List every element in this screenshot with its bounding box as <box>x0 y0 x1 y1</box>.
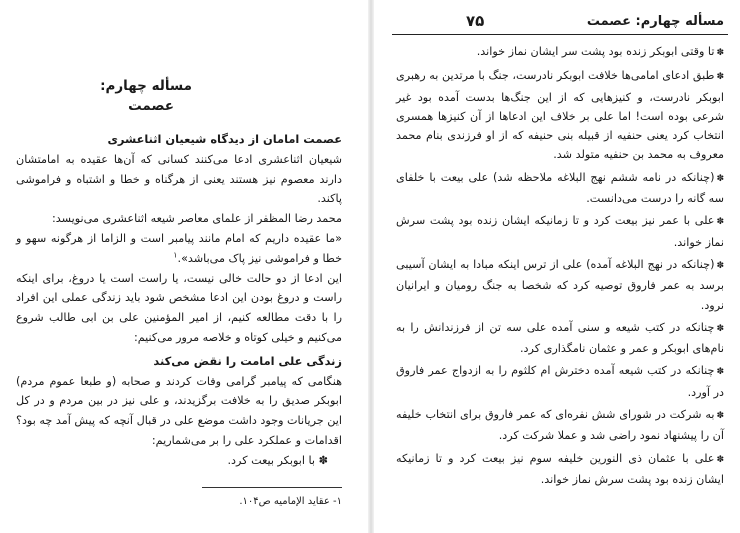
section-heading-ali-life: زندگی علی امامت را نقض می‌کند <box>153 353 342 368</box>
footnote: ۱- عقاید الإمامیه ص۱۰۴. <box>239 496 342 507</box>
paragraph: این ادعا از دو حالت خالی نیست، یا راست است یا دروغ، برای اینکه راست و دروغ بودن این ادعا مشخص شود باید زندگی عملی این افراد را با دقت مطالعه کنیم، از امیر المؤمنین علی بن ابی طالب شروع می‌کنیم و خیلی کوتاه و خلاصه مرور می‌کنیم: <box>16 271 342 344</box>
footnote-divider <box>202 487 342 488</box>
section-heading-imams-infallibility: عصمت امامان از دیدگاه شیعیان اثناعشری <box>107 132 342 146</box>
bullet-text: با ابوبکر بیعت کرد. <box>227 453 316 467</box>
bullet-icon: ✽ <box>716 260 724 271</box>
footnote-marker[interactable]: ۱ <box>173 250 178 260</box>
chapter-label: مسأله چهارم: <box>100 78 192 94</box>
left-page <box>12 0 352 533</box>
bullet-icon: ✽ <box>716 72 724 83</box>
bullet-paragraph: ✽تا وقتی ابوبکر زنده بود پشت سر ایشان نماز خواند. <box>476 45 724 58</box>
bullet-paragraph: ✽علی با عثمان ذی النورین خلیفه سوم نیز بیعت کرد و تا زمانیکه ایشان زنده بود پشت سرش نماز خواند. <box>396 451 724 486</box>
running-header <box>392 12 728 35</box>
paragraph: محمد رضا المظفر از علمای معاصر شیعه اثناعشری می‌نویسد: <box>52 212 342 226</box>
bullet-paragraph: ✽چنانکه در کتب شیعه آمده دخترش ام کلثوم را به ازدواج عمر فاروق در آورد. <box>396 364 724 399</box>
bullet-icon: ✽ <box>716 454 724 465</box>
bullet-icon: ✽ <box>716 48 724 58</box>
bullet-icon: ✽ <box>716 367 724 378</box>
quote-text: «ما عقیده داریم که امام مانند پیامبر است و الزاما از هرگونه سهو و خطا و فراموشی نیز پاک می‌باشد». <box>16 231 342 265</box>
bullet-paragraph: ✽علی با عمر نیز بیعت کرد و تا زمانیکه ایشان زنده بود پشت سرش نماز خواند. <box>396 214 724 249</box>
left-page-body <box>16 130 342 471</box>
bullet-paragraph <box>16 451 342 471</box>
bullet-icon: ✽ <box>716 323 724 334</box>
right-page-body <box>396 42 724 492</box>
paragraph: هنگامی که پیامبر گرامی وفات کردند و صحابه (و طبعا عموم مردم) ابوبکر صدیق را به خلافت برگزیدند، و علی نیز در بین مردم و در کل این جریانات وجود داشت موضع علی در قبال آنچه که پیش آمد چه بود؟ اقدامات و عملکرد علی را بر می‌شماریم: <box>16 374 342 447</box>
book-gutter <box>368 0 374 533</box>
paragraph: شیعیان اثناعشری ادعا می‌کنند کسانی که آن‌ها عقیده به امامتشان دارند معصوم نیز هستند یعنی از هرگناه و خطا و اشتباه و فراموشی پاکند. <box>16 152 342 206</box>
bullet-icon: ✽ <box>716 217 724 228</box>
bullet-paragraph: ✽طبق ادعای امامی‌ها خلافت ابوبکر نادرست، جنگ با مرتدین به رهبری ابوبکر نادرست، و کنیزهایی که از این جنگ‌ها بدست آمده بود غیر شرعی بوده است! اما علی بر خلاف این ادعاها از آن کنیزها همسری انتخاب کرد یعنی حنفیه از قبیله بنی حنیفه که از او فرزندی بنام محمد معروف به محمد بن حنفیه متولد شد. <box>396 69 724 162</box>
bullet-icon: ✽ <box>716 411 724 422</box>
bullet-paragraph: ✽(چنانکه در نهج البلاغه آمده) علی از ترس اینکه مبادا به ایشان آسیبی برسد به عمر فاروق توصیه کرد که شخصا به جنگ رومیان و ایرانیان نرود. <box>396 257 724 312</box>
bullet-paragraph: ✽به شرکت در شورای شش نفره‌ای که عمر فاروق برای انتخاب خلیفه آن را پیشنهاد نمود راضی شد و عملا شرکت کرد. <box>396 408 724 443</box>
bullet-icon: ✽ <box>318 453 328 467</box>
bullet-icon: ✽ <box>716 173 724 184</box>
bullet-paragraph: ✽(چنانکه در نامه ششم نهج البلاغه ملاحظه شد) علی بیعت با خلفای سه گانه را درست می‌دانست. <box>396 170 724 206</box>
chapter-title: عصمت <box>128 98 174 114</box>
bullet-paragraph: ✽چنانکه در کتب شیعه و سنی آمده علی سه تن از فرزندانش را به نام‌های ابوبکر و عمر و عثمان نامگذاری کرد. <box>396 320 724 356</box>
running-title: مسأله چهارم: عصمت <box>586 14 724 29</box>
right-page <box>392 0 728 533</box>
quote-paragraph <box>16 229 342 269</box>
page-number: ۷۵ <box>466 12 485 30</box>
